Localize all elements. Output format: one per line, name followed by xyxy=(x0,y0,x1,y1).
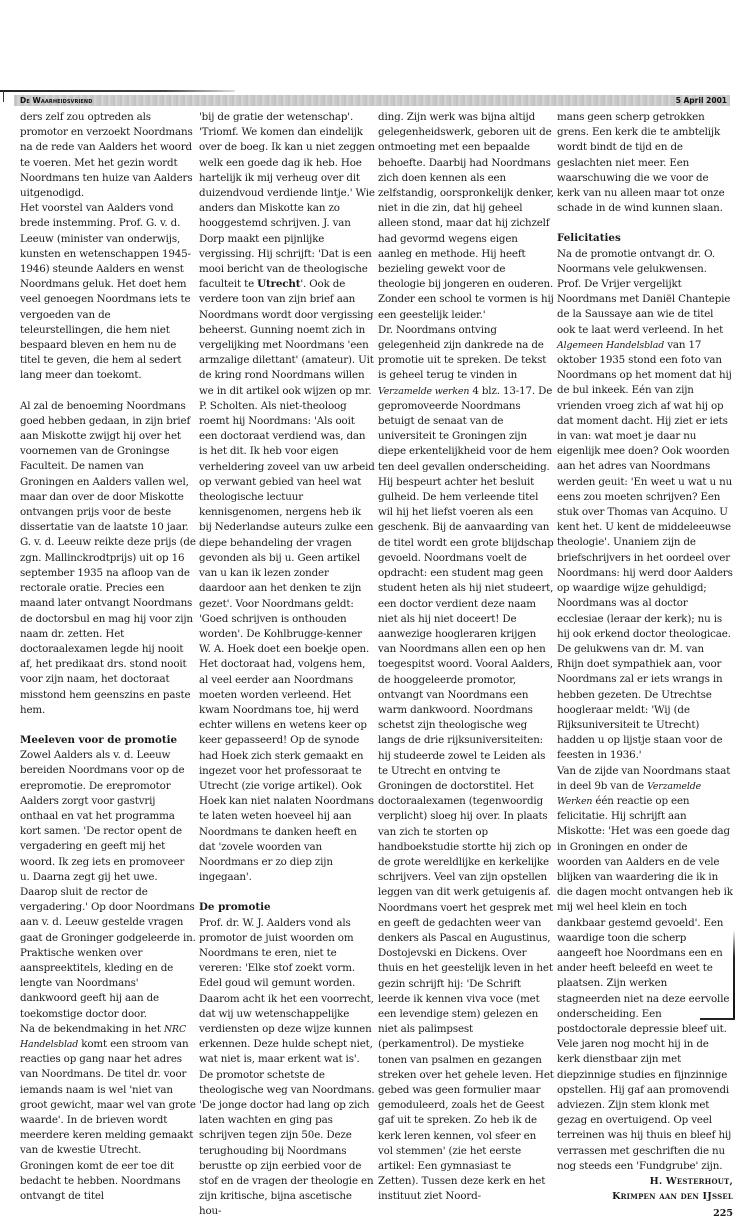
page-corner-mark xyxy=(700,1018,735,1020)
author-place: Krimpen aan den IJssel xyxy=(612,1191,733,1203)
column-3 xyxy=(378,110,554,1205)
paragraph-gap xyxy=(20,718,196,733)
text-run: '. Ook de verdere toon van zijn brief aan Noordmans wordt door vergissing beheerst. Gunning noemt zich in vergelijking met Noordmans 'een armzalige dilettant' (amateur). Uit de kring rond Noordmans willen we in dit artikel ook wijzen op mr. P. Scholten. Als niet-theoloog roemt hij Noordmans: 'Als ooit een doctoraat verdiend was, dan is het dit. Ik heb voor eigen verheldering zoveel van uw arbeid op verwant gebied van heel wat theologische lectuur kennisgenomen, nergens heb ik bij Nederlandse auteurs zulke een diepe behandeling der vragen gevonden als bij u. Geen artikel van u kan ik lezen zonder daardoor aan het denken te zijn gezet'. Voor Noordmans geldt: 'Goed schrijven is onthouden worden'. De Kohlbrugge-kenner W. A. Hoek doet een boekje open. Het doctoraat had, volgens hem, al veel eerder aan Noordmans moeten worden verleend. Het kwam Noordmans toe, hij werd echter willens en wetens keer op keer gepasseerd! Op de synode had Hoek zich sterk gemaakt en ingezet voor het professoraat te Utrecht (zie vorige artikel). Ook Hoek kan niet nalaten Noordmans te laten weten hoeveel hij aan Noordmans te danken heeft en dat 'zovele woorden van Noordmans er zo diep zijn ingegaan'. xyxy=(199,278,375,884)
paragraph xyxy=(378,323,554,1205)
author-name: H. Westerhout, xyxy=(649,1176,733,1188)
column-1 xyxy=(20,110,196,1204)
paragraph xyxy=(557,764,733,1174)
text-run: Dr. Noordmans ontving gelegenheid zijn dankrede na de promotie uit te spreken. De tekst is geheel terug te vinden in xyxy=(378,323,547,382)
page-edge-shadow xyxy=(733,930,735,1020)
paragraph: Het voorstel van Aalders vond brede instemming. Prof. G. v. d. Leeuw (minister van onderwijs, kunsten en wetenschappen 1945-1946) steunde Aalders en wenst Noordmans geluk. Het doet hem veel genoegen Noordmans iets te vergoeden van de teleurstellingen, die hem niet bespaard bleven en hem nu de titel te geven, die hem al sedert lang meer dan toekomt. xyxy=(20,202,191,382)
section-heading: De promotie xyxy=(199,901,271,914)
publication-name: De Waarheidsvriend xyxy=(20,96,93,105)
text-run: 'bij de gratie der wetenschap'. 'Triomf. We komen dan eindelijk over de boeg. Ik kan u niet zeggen welk een goede dag ik heb. Hoe hartelijk ik mij verheug over dit duizendvoud verdiende lintje.' Wie anders dan Miskotte kan zo hooggestemd schrijven. J. van Dorp maakt een pijnlijke vergissing. Hij schrijft: 'Dat is een mooi bericht van de theologische faculteit te xyxy=(199,111,375,291)
article-body xyxy=(20,110,733,1220)
paragraph xyxy=(20,1022,196,1204)
text-run: Na de promotie ontvangt dr. O. Noormans vele gelukwensen. Prof. De Vrijer vergelijkt Noordmans met Daniël Chantepie de la Saussaye aan wie de titel ook te laat werd verleend. In het xyxy=(557,247,731,336)
book-title: Verzamelde werken xyxy=(378,385,470,397)
paragraph: Prof. dr. W. J. Aalders vond als promotor de juist woorden om Noordmans te eren, niet te vereren: 'Elke stof zoekt vorm. Edel goud wil gemunt worden. Daarom acht ik het een voorrecht, dat wij uw wetenschappelijke verdiensten op deze wijze kunnen erkennen. Deze hulde schept niet, wat niet is, maar erkent wat is'. De promotor schetste de theologische weg van Noordmans. 'De jonge doctor had lang op zich laten wachten en ging pas schrijven tegen zijn 50e. Deze terughouding bij Noordmans berustte op zijn eerbied voor de stof en de vragen der theologie en zijn kritische, bijna ascetische hou- xyxy=(199,916,375,1218)
newspaper-title: Algemeen Handelsblad xyxy=(557,339,665,351)
paragraph: ding. Zijn werk was bijna altijd gelegenheidswerk, geboren uit de ontmoeting met een bepaalde behoefte. Daarbij had Noordmans zich doen kennen als een zelfstandig, oorspronkelijk denker, niet in die zin, dat hij geheel alleen stond, maar dat hij zichzelf had gevormd wegens eigen aanleg en methode. Hij heeft bezieling gewekt voor de theologie bij jongeren en ouderen. Zonder een school te vormen is hij een geestelijk leider.' xyxy=(378,111,554,321)
paragraph: Al zal de benoeming Noordmans goed hebben gedaan, in zijn brief aan Miskotte zwijgt hij over het voornemen van de Groningse Faculteit. De namen van Groningen en Aalders vallen wel, maar dan over de door Miskotte ontvangen prijs voor de beste dissertatie van de laatste 10 jaar. G. v. d. Leeuw reikte deze prijs (de zgn. Mallinckrodtprijs) uit op 16 september 1935 na afloop van de rectorale oratie. Precies een maand later ontvangt Noordmans de doctorsbul en mag hij voor zijn naam dr. zetten. Het doctoraalexamen legde hij nooit af, het predikaat drs. stond nooit voor zijn naam, het doctoraat misstond hem geenszins en paste hem. xyxy=(20,399,196,716)
page-number: 225 xyxy=(713,1208,733,1220)
text-run: van 17 oktober 1935 stond een foto van Noordmans op het moment dat hij de bul inkeek. Eén van zijn vrienden vroeg zich af wat hij op dat moment dacht. Hij ziet er iets in van: wat moet je daar nu eigenlijk mee doen? Ook woorden aan het adres van Noordmans werden geuit: 'En weet u wat u nu eens zou moeten schrijven? Een stuk over Thomas van Acquino. U kent het. U kent de middeleeuwse theologie'. Unaniem zijn de briefschrijvers in het oordeel over Noordmans: hij werd door Aalders op waardige wijze gehuldigd; Noordmans was al doctor ecclesiae (leraar der kerk); nu is hij ook erkend doctor theologicae. De gelukwens van dr. M. van Rhijn doet sympathiek aan, voor Noordmans zal er iets wrangs in hebben gezeten. De Utrechtse hoogleraar meldt: 'Wij (de Rijksuniversiteit te Utrecht) hadden u op lijstje staan voor de feesten in 1936.' xyxy=(557,338,733,762)
paragraph xyxy=(199,110,375,885)
column-2 xyxy=(199,110,375,1220)
section-heading: Meeleven voor de promotie xyxy=(20,733,178,746)
text-run: komt een stroom van reacties op gang naar het adres van Noordmans. De titel dr. voor iemands naam is wel 'niet van groot gewicht, maar wel van grote waarde'. In de brieven wordt meerdere keren melding gemaakt van de kwestie Utrecht. Groningen komt de eer toe dit bedacht te hebben. Noordmans ontvangt de titel xyxy=(20,1037,196,1203)
emphasis: Utrecht xyxy=(257,278,301,291)
paragraph-gap xyxy=(20,384,196,399)
text-run: Na de bekendmaking in het xyxy=(20,1022,164,1035)
book-title: Verzamelde Werken xyxy=(557,780,702,807)
top-rule xyxy=(0,90,235,92)
text-run: 4 blz. 13-17. De gepromoveerde Noordmans betuigt de senaat van de universiteit te Groningen zijn diepe erkentelijkheid voor de hem ten deel gevallen onderscheiding. Hij bespeurt achter het besluit gulheid. De hem verleende titel wil hij het liefst voeren als een geschenk. Bij de aanvaarding van de titel wordt een grote blijdschap gevoeld. Noordmans voelt de opdracht: een student mag geen student heten als hij niet studeert, een doctor verdient deze naam niet als hij niet doceert! De aanwezige hoogleraren krijgen van Noordmans allen een op hen toegespitst woord. Vooral Aalders, de hooggeleerde promotor, ontvangt van Noordmans een warm dankwoord. Noordmans schetst zijn theologische weg langs de drie rijksuniversiteiten: hij studeerde zowel te Leiden als te Utrecht en ontving te Groningen de doctorstitel. Het doctoraalexamen (tegenwoordig verplicht) sloeg hij over. In plaats van zich te storten op handboekstudie stortte hij zich op de grote wereldlijke en kerkelijke schrijvers. Veel van zijn opstellen leggen van dit werk getuigenis af. Noordmans voert het gesprek met en geeft de gedachten weer van denkers als Pascal en Augustinus, Dostojevski en Dickens. Over thuis en het geestelijk leven in het gezin schrijft hij: 'De Schrift leerde ik kennen viva voce (met een levendige stem) gelezen en niet als palimpsest (perkamentrol). De mystieke tonen van psalmen en gezangen streken over het gehele leven. Het gebed was geen formulier maar gemoduleerd, zoals het de Geest gaf uit te spreken. Zo heb ik de kerk leren kennen, vol sfeer en vol stemmen' (zie het eerste artikel: Een gymnasiast te Zetten). Tussen deze kerk en het instituut ziet Noord- xyxy=(378,384,554,1203)
newspaper-title: NRC Handelsblad xyxy=(20,1023,186,1050)
section-heading: Felicitaties xyxy=(557,232,621,245)
paragraph xyxy=(557,247,733,764)
running-header xyxy=(14,95,730,106)
column-4 xyxy=(557,110,733,1222)
paragraph-gap xyxy=(557,216,733,231)
paragraph: Zowel Aalders als v. d. Leeuw bereiden Noordmans voor op de erepromotie. De erepromotor Aalders zorgt voor gastvrij onthaal en vat het programma kort samen. 'De rector opent de vergadering en geeft mij het woord. Ik zeg iets en promoveer u. Daarna zegt gij het uwe. Daarop sluit de rector de vergadering.' Op door Noordmans aan v. d. Leeuw gestelde vragen gaat de Groninger godgeleerde in. Praktische wenken over aanspreektitels, kleding en de lengte van Noordmans' dankwoord geeft hij aan de toekomstige doctor door. xyxy=(20,749,196,1020)
paragraph: ders zelf zou optreden als promotor en verzoekt Noordmans na de rede van Aalders het woord te voeren. Met het gezin wordt Noordmans ten huize van Aalders uitgenodigd. xyxy=(20,111,193,200)
paragraph: mans geen scherp getrokken grens. Een kerk die te ambtelijk wordt bindt de tijd en de geslachten niet meer. Een waarschuwing die we voor de kerk van nu alleen maar tot onze schade in de wind kunnen slaan. xyxy=(557,111,725,215)
issue-date: 5 April 2001 xyxy=(675,96,727,105)
text-run: Van de zijde van Noordmans staat in deel 9b van de xyxy=(557,764,731,792)
crop-mark xyxy=(3,90,4,102)
text-run: één reactie op een felicitatie. Hij schrijft aan Miskotte: 'Het was een goede dag in Groningen en onder de woorden van Aalders en de vele blijken van waardering die ik in die dagen mocht ontvangen heb ik mij wel heel klein en toch dankbaar gestemd gevoeld'. Een waardige toon die scherp aangeeft hoe Noordmans een en ander heeft beleefd en weet te plaatsen. Zijn werken stagneerden niet na deze eervolle onderscheiding. Een postdoctorale depressie bleef uit. Vele jaren nog mocht hij in de kerk dienstbaar zijn met diepzinnige studies en fijnzinnige opstellen. Hij gaf aan promovendi adviezen. Zijn stem klonk met gezag en overtuigend. Op veel terreinen was hij thuis en bleef hij verrassen met geschriften die nu nog steeds een 'Fundgrube' zijn. xyxy=(557,794,733,1172)
paragraph-gap xyxy=(199,885,375,900)
